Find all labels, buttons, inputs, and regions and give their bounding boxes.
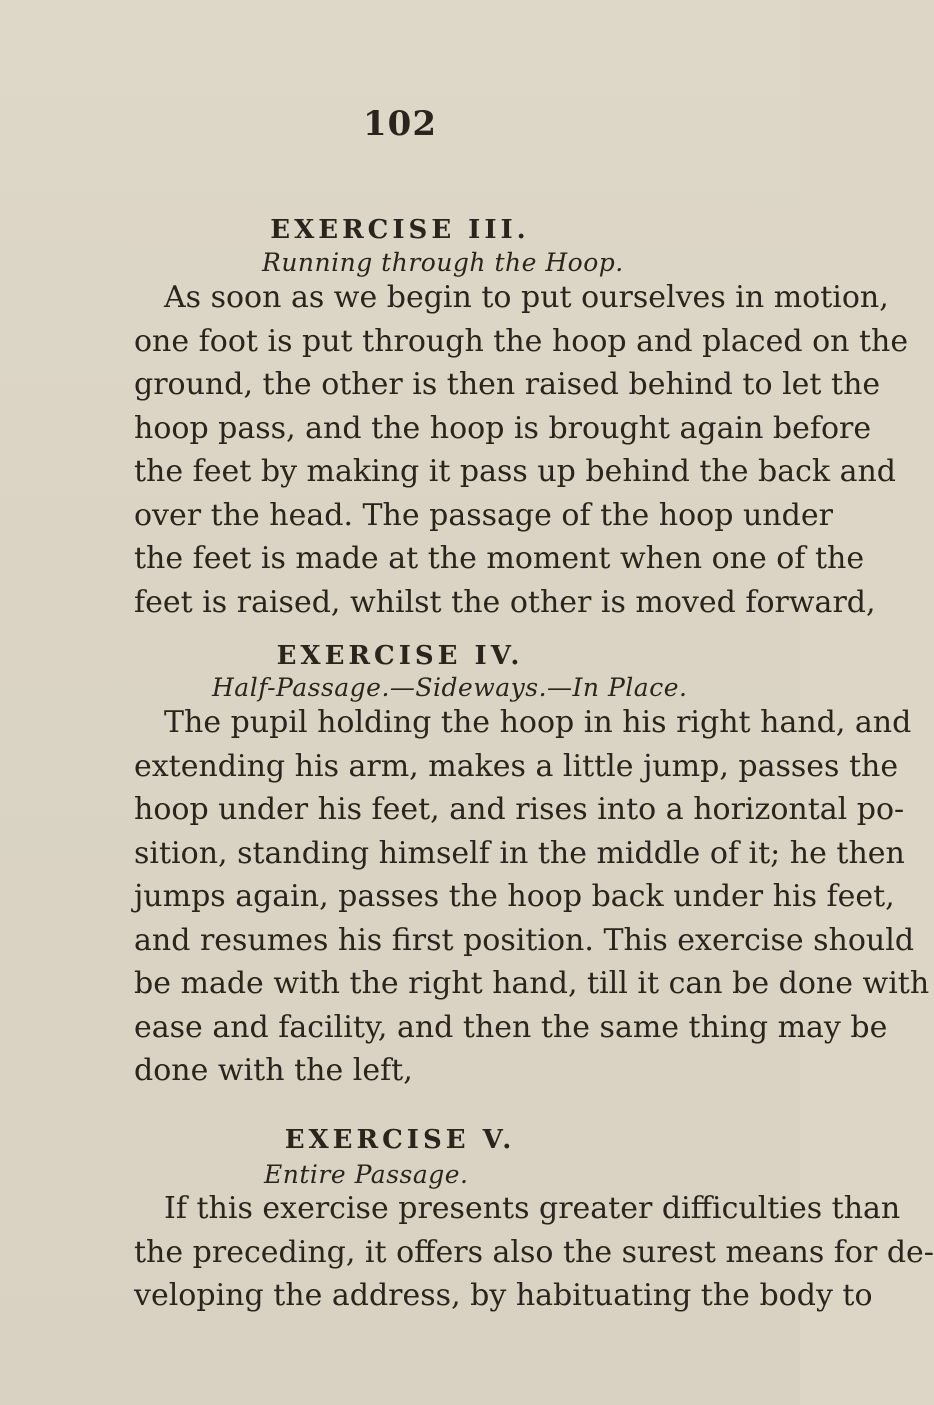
paragraph-line: jumps again, passes the hoop back under his feet, (134, 879, 895, 914)
exercise-4-heading: EXERCISE IV. (276, 641, 524, 671)
paragraph-line: feet is raised, whilst the other is moved forward, (134, 584, 876, 620)
page-number: 102 (363, 104, 437, 144)
paragraph-line: sition, standing himself in the middle of it; he then (134, 835, 905, 871)
paragraph-line: hoop pass, and the hoop is brought again before (134, 410, 872, 446)
exercise-4-subheading: Half-Passage.—Sideways.—In Place. (212, 673, 688, 702)
paragraph-line: If this exercise presents greater difficulties than (164, 1191, 901, 1226)
exercise-5-subheading: Entire Passage. (264, 1160, 469, 1189)
paragraph-line: done with the left, (134, 1053, 413, 1088)
paragraph-line: over the head. The passage of the hoop under (134, 497, 833, 533)
paragraph-line: the preceding, it offers also the surest means for de- (134, 1234, 934, 1270)
paragraph-line: The pupil holding the hoop in his right hand, and (164, 705, 912, 740)
paragraph-line: the feet by making it pass up behind the back and (134, 454, 897, 489)
paragraph-line: extending his arm, makes a little jump, passes the (134, 748, 899, 784)
paragraph-line: the feet is made at the moment when one of the (134, 541, 865, 576)
exercise-5-heading: EXERCISE V. (284, 1125, 516, 1155)
exercise-3-subheading: Running through the Hoop. (262, 248, 624, 277)
exercise-3-paragraph (134, 276, 909, 624)
paragraph-line: one foot is put through the hoop and placed on the (134, 323, 909, 359)
exercise-4-paragraph (134, 701, 930, 1093)
paragraph-line: and resumes his first position. This exercise should (134, 922, 915, 958)
exercise-5-paragraph (134, 1187, 934, 1318)
paragraph-line: be made with the right hand, till it can be done with (134, 966, 930, 1001)
paragraph-line: ease and facility, and then the same thing may be (134, 1009, 888, 1045)
paragraph-line: As soon as we begin to put ourselves in motion, (164, 280, 889, 315)
paragraph-line: hoop under his feet, and rises into a horizontal po- (134, 792, 905, 827)
exercise-3-heading: EXERCISE III. (270, 215, 530, 245)
paragraph-line: veloping the address, by habituating the body to (134, 1278, 873, 1313)
paragraph-line: ground, the other is then raised behind to let the (134, 367, 881, 402)
